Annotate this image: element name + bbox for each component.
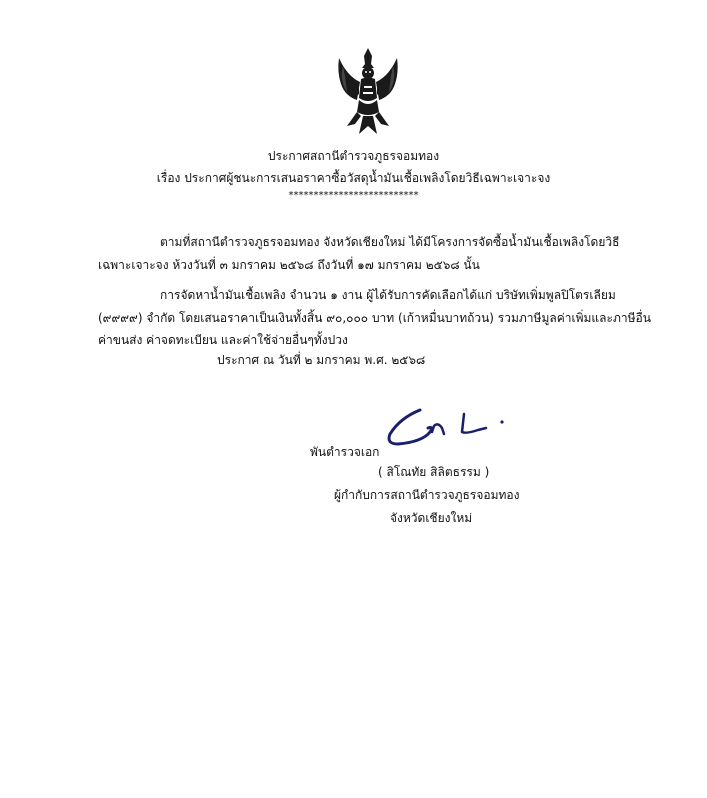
garuda-emblem-icon bbox=[333, 46, 403, 138]
announcement-subject: เรื่อง ประกาศผู้ชนะการเสนอราคาซื้อวัสดุน้ำมันเชื้อเพลิงโดยวิธีเฉพาะเจาะจง bbox=[156, 171, 551, 185]
paragraph-1-line-2: เฉพาะเจาะจง ห้วงวันที่ ๓ มกราคม ๒๕๖๘ ถึงวันที่ ๑๗ มกราคม ๒๕๖๘ นั้น bbox=[98, 258, 480, 272]
signatory-name: ( สิโณทัย สิลิตธรรม ) bbox=[378, 465, 490, 479]
signatory-rank: พันตำรวจเอก bbox=[310, 445, 380, 459]
paragraph-2-line-3: ค่าขนส่ง ค่าจดทะเบียน และค่าใช้จ่ายอื่นๆทั้งปวง bbox=[98, 333, 348, 347]
paragraph-1-line-1: ตามที่สถานีตำรวจภูธรจอมทอง จังหวัดเชียงใหม่ ได้มีโครงการจัดซื้อน้ำมันเชื้อเพลิงโดยวิธี bbox=[160, 235, 620, 249]
announcement-date: ประกาศ ณ วันที่ ๒ มกราคม พ.ศ. ๒๕๖๘ bbox=[217, 353, 426, 367]
paragraph-2-line-1: การจัดหาน้ำมันเชื้อเพลิง จำนวน ๑ งาน ผู้ได้รับการคัดเลือกได้แก่ บริษัทเพิ่มพูลปิโตรเลียม bbox=[160, 288, 616, 302]
header-divider: ************************** bbox=[288, 190, 419, 201]
signatory-province: จังหวัดเชียงใหม่ bbox=[390, 511, 473, 525]
handwritten-signature-icon bbox=[382, 404, 522, 454]
signatory-position: ผู้กำกับการสถานีตำรวจภูธรจอมทอง bbox=[334, 488, 520, 502]
paragraph-2-line-2: (๙๙๙๙) จำกัด โดยเสนอราคาเป็นเงินทั้งสิ้น ๙๐,๐๐๐ บาท (เก้าหมื่นบาทถ้วน) รวมภาษีมูลค่าเพิ่มและภาษีอื่น bbox=[98, 311, 651, 325]
announcement-title: ประกาศสถานีตำรวจภูธรจอมทอง bbox=[267, 149, 440, 163]
